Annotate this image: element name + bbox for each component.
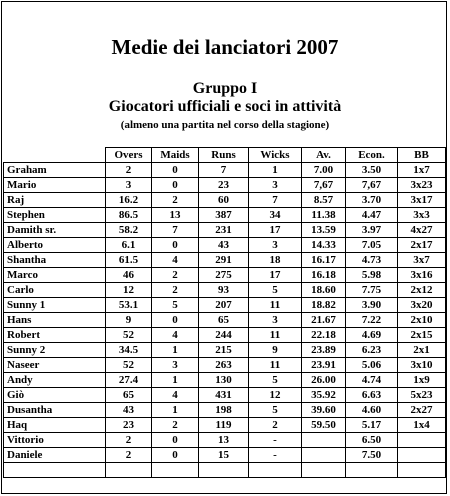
player-name: Sunny 1 [4, 298, 106, 313]
player-name: Shantha [4, 253, 106, 268]
table-row [4, 178, 446, 193]
maids-cell: 0 [152, 313, 199, 328]
column-header-overs: Overs [106, 148, 152, 163]
runs-cell: 23 [199, 178, 249, 193]
economy-cell: 6.50 [346, 433, 398, 448]
empty-cell [398, 463, 446, 478]
wicks-cell: 3 [249, 178, 302, 193]
overs-cell: 61.5 [106, 253, 152, 268]
runs-cell: 93 [199, 283, 249, 298]
header-corner [4, 148, 106, 163]
best-bowling-cell: 3x20 [398, 298, 446, 313]
maids-cell: 5 [152, 298, 199, 313]
wicks-cell: 34 [249, 208, 302, 223]
player-name: Vittorio [4, 433, 106, 448]
economy-cell: 4.73 [346, 253, 398, 268]
table-row [4, 268, 446, 283]
player-name: Robert [4, 328, 106, 343]
overs-cell: 58.2 [106, 223, 152, 238]
overs-cell: 23 [106, 418, 152, 433]
best-bowling-cell: 5x23 [398, 388, 446, 403]
maids-cell: 2 [152, 268, 199, 283]
table-row [4, 298, 446, 313]
table-row [4, 448, 446, 463]
average-cell [302, 448, 346, 463]
best-bowling-cell: 2x15 [398, 328, 446, 343]
runs-cell: 263 [199, 358, 249, 373]
player-name: Haq [4, 418, 106, 433]
maids-cell: 0 [152, 448, 199, 463]
runs-cell: 7 [199, 163, 249, 178]
wicks-cell: - [249, 433, 302, 448]
maids-cell: 7 [152, 223, 199, 238]
economy-cell: 4.60 [346, 403, 398, 418]
average-cell: 21.67 [302, 313, 346, 328]
subtitle: Giocatori ufficiali e soci in attività [108, 98, 342, 115]
player-name: Graham [4, 163, 106, 178]
subtitle-note: (almeno una partita nel corso della stagione) [120, 119, 330, 131]
maids-cell: 2 [152, 418, 199, 433]
average-cell: 16.17 [302, 253, 346, 268]
overs-cell: 9 [106, 313, 152, 328]
economy-cell: 7,67 [346, 178, 398, 193]
economy-cell: 5.17 [346, 418, 398, 433]
overs-cell: 2 [106, 433, 152, 448]
average-cell: 35.92 [302, 388, 346, 403]
average-cell: 7,67 [302, 178, 346, 193]
column-header-wicks: Wicks [249, 148, 302, 163]
best-bowling-cell: 2x12 [398, 283, 446, 298]
average-cell: 11.38 [302, 208, 346, 223]
average-cell: 22.18 [302, 328, 346, 343]
average-cell: 18.82 [302, 298, 346, 313]
player-name: Hans [4, 313, 106, 328]
table-row [4, 193, 446, 208]
wicks-cell: 3 [249, 238, 302, 253]
economy-cell: 6.63 [346, 388, 398, 403]
best-bowling-cell: 1x9 [398, 373, 446, 388]
table-row [4, 343, 446, 358]
maids-cell: 0 [152, 238, 199, 253]
average-cell: 7.00 [302, 163, 346, 178]
player-name: Daniele [4, 448, 106, 463]
overs-cell: 6.1 [106, 238, 152, 253]
economy-cell: 6.23 [346, 343, 398, 358]
runs-cell: 215 [199, 343, 249, 358]
table-row [4, 253, 446, 268]
runs-cell: 291 [199, 253, 249, 268]
maids-cell: 1 [152, 403, 199, 418]
best-bowling-cell [398, 448, 446, 463]
economy-cell: 5.98 [346, 268, 398, 283]
average-cell: 16.18 [302, 268, 346, 283]
economy-cell: 3.50 [346, 163, 398, 178]
page-title: Medie dei lanciatori 2007 [111, 35, 339, 59]
overs-cell: 86.5 [106, 208, 152, 223]
average-cell: 23.89 [302, 343, 346, 358]
wicks-cell: 5 [249, 403, 302, 418]
runs-cell: 431 [199, 388, 249, 403]
best-bowling-cell: 2x1 [398, 343, 446, 358]
wicks-cell: 17 [249, 223, 302, 238]
runs-cell: 130 [199, 373, 249, 388]
wicks-cell: - [249, 448, 302, 463]
overs-cell: 43 [106, 403, 152, 418]
empty-cell [302, 463, 346, 478]
empty-cell [199, 463, 249, 478]
average-cell: 23.91 [302, 358, 346, 373]
best-bowling-cell: 3x23 [398, 178, 446, 193]
economy-cell: 5.06 [346, 358, 398, 373]
wicks-cell: 11 [249, 298, 302, 313]
empty-cell [4, 463, 106, 478]
player-name: Damith sr. [4, 223, 106, 238]
player-name: Andy [4, 373, 106, 388]
table-body [4, 163, 446, 478]
table-row [4, 223, 446, 238]
player-name: Raj [4, 193, 106, 208]
overs-cell: 16.2 [106, 193, 152, 208]
header-row [4, 148, 446, 163]
economy-cell: 3.90 [346, 298, 398, 313]
overs-cell: 53.1 [106, 298, 152, 313]
average-cell: 13.59 [302, 223, 346, 238]
wicks-cell: 12 [249, 388, 302, 403]
table-row [4, 418, 446, 433]
table-row [4, 163, 446, 178]
maids-cell: 13 [152, 208, 199, 223]
economy-cell: 7.22 [346, 313, 398, 328]
runs-cell: 13 [199, 433, 249, 448]
runs-cell: 231 [199, 223, 249, 238]
best-bowling-cell: 2x17 [398, 238, 446, 253]
overs-cell: 65 [106, 388, 152, 403]
maids-cell: 2 [152, 193, 199, 208]
player-name: Marco [4, 268, 106, 283]
best-bowling-cell: 3x3 [398, 208, 446, 223]
overs-cell: 52 [106, 358, 152, 373]
player-name: Dusantha [4, 403, 106, 418]
average-cell: 26.00 [302, 373, 346, 388]
best-bowling-cell: 1x7 [398, 163, 446, 178]
maids-cell: 3 [152, 358, 199, 373]
column-header-maids: Maids [152, 148, 199, 163]
average-cell: 59.50 [302, 418, 346, 433]
empty-cell [152, 463, 199, 478]
column-header-average: Av. [302, 148, 346, 163]
table-row [4, 403, 446, 418]
wicks-cell: 1 [249, 163, 302, 178]
best-bowling-cell: 3x7 [398, 253, 446, 268]
best-bowling-cell: 3x16 [398, 268, 446, 283]
wicks-cell: 7 [249, 193, 302, 208]
player-name: Stephen [4, 208, 106, 223]
wicks-cell: 18 [249, 253, 302, 268]
wicks-cell: 5 [249, 373, 302, 388]
maids-cell: 4 [152, 328, 199, 343]
wicks-cell: 11 [249, 358, 302, 373]
economy-cell: 3.97 [346, 223, 398, 238]
player-name: Naseer [4, 358, 106, 373]
column-header-economy: Econ. [346, 148, 398, 163]
economy-cell: 4.74 [346, 373, 398, 388]
wicks-cell: 17 [249, 268, 302, 283]
maids-cell: 2 [152, 283, 199, 298]
best-bowling-cell: 3x10 [398, 358, 446, 373]
overs-cell: 2 [106, 448, 152, 463]
column-header-best-bowling: BB [398, 148, 446, 163]
table-row [4, 328, 446, 343]
table-row [4, 388, 446, 403]
economy-cell: 4.47 [346, 208, 398, 223]
average-cell: 8.57 [302, 193, 346, 208]
player-name: Giò [4, 388, 106, 403]
empty-table-row [4, 463, 446, 478]
average-cell: 39.60 [302, 403, 346, 418]
table-row [4, 238, 446, 253]
group-heading: Gruppo I [192, 80, 258, 97]
table-row [4, 283, 446, 298]
runs-cell: 244 [199, 328, 249, 343]
bottom-divider [3, 477, 445, 478]
best-bowling-cell: 2x10 [398, 313, 446, 328]
runs-cell: 60 [199, 193, 249, 208]
maids-cell: 0 [152, 178, 199, 193]
average-cell: 18.60 [302, 283, 346, 298]
runs-cell: 387 [199, 208, 249, 223]
player-name: Carlo [4, 283, 106, 298]
economy-cell: 3.70 [346, 193, 398, 208]
player-name: Sunny 2 [4, 343, 106, 358]
overs-cell: 34.5 [106, 343, 152, 358]
overs-cell: 27.4 [106, 373, 152, 388]
empty-cell [346, 463, 398, 478]
economy-cell: 7.05 [346, 238, 398, 253]
maids-cell: 1 [152, 373, 199, 388]
bowling-averages-table [3, 147, 446, 478]
best-bowling-cell: 4x27 [398, 223, 446, 238]
economy-cell: 4.69 [346, 328, 398, 343]
runs-cell: 65 [199, 313, 249, 328]
runs-cell: 43 [199, 238, 249, 253]
overs-cell: 46 [106, 268, 152, 283]
wicks-cell: 3 [249, 313, 302, 328]
overs-cell: 12 [106, 283, 152, 298]
runs-cell: 275 [199, 268, 249, 283]
table-row [4, 208, 446, 223]
runs-cell: 15 [199, 448, 249, 463]
table-row [4, 313, 446, 328]
maids-cell: 4 [152, 253, 199, 268]
runs-cell: 119 [199, 418, 249, 433]
overs-cell: 2 [106, 163, 152, 178]
best-bowling-cell: 3x17 [398, 193, 446, 208]
wicks-cell: 11 [249, 328, 302, 343]
best-bowling-cell: 1x4 [398, 418, 446, 433]
empty-cell [106, 463, 152, 478]
maids-cell: 0 [152, 163, 199, 178]
maids-cell: 0 [152, 433, 199, 448]
table-row [4, 373, 446, 388]
column-header-runs: Runs [199, 148, 249, 163]
table-row [4, 433, 446, 448]
runs-cell: 207 [199, 298, 249, 313]
best-bowling-cell: 2x27 [398, 403, 446, 418]
maids-cell: 4 [152, 388, 199, 403]
player-name: Alberto [4, 238, 106, 253]
wicks-cell: 2 [249, 418, 302, 433]
overs-cell: 52 [106, 328, 152, 343]
wicks-cell: 9 [249, 343, 302, 358]
wicks-cell: 5 [249, 283, 302, 298]
maids-cell: 1 [152, 343, 199, 358]
best-bowling-cell [398, 433, 446, 448]
runs-cell: 198 [199, 403, 249, 418]
player-name: Mario [4, 178, 106, 193]
average-cell [302, 433, 346, 448]
overs-cell: 3 [106, 178, 152, 193]
table-row [4, 358, 446, 373]
average-cell: 14.33 [302, 238, 346, 253]
economy-cell: 7.50 [346, 448, 398, 463]
empty-cell [249, 463, 302, 478]
economy-cell: 7.75 [346, 283, 398, 298]
